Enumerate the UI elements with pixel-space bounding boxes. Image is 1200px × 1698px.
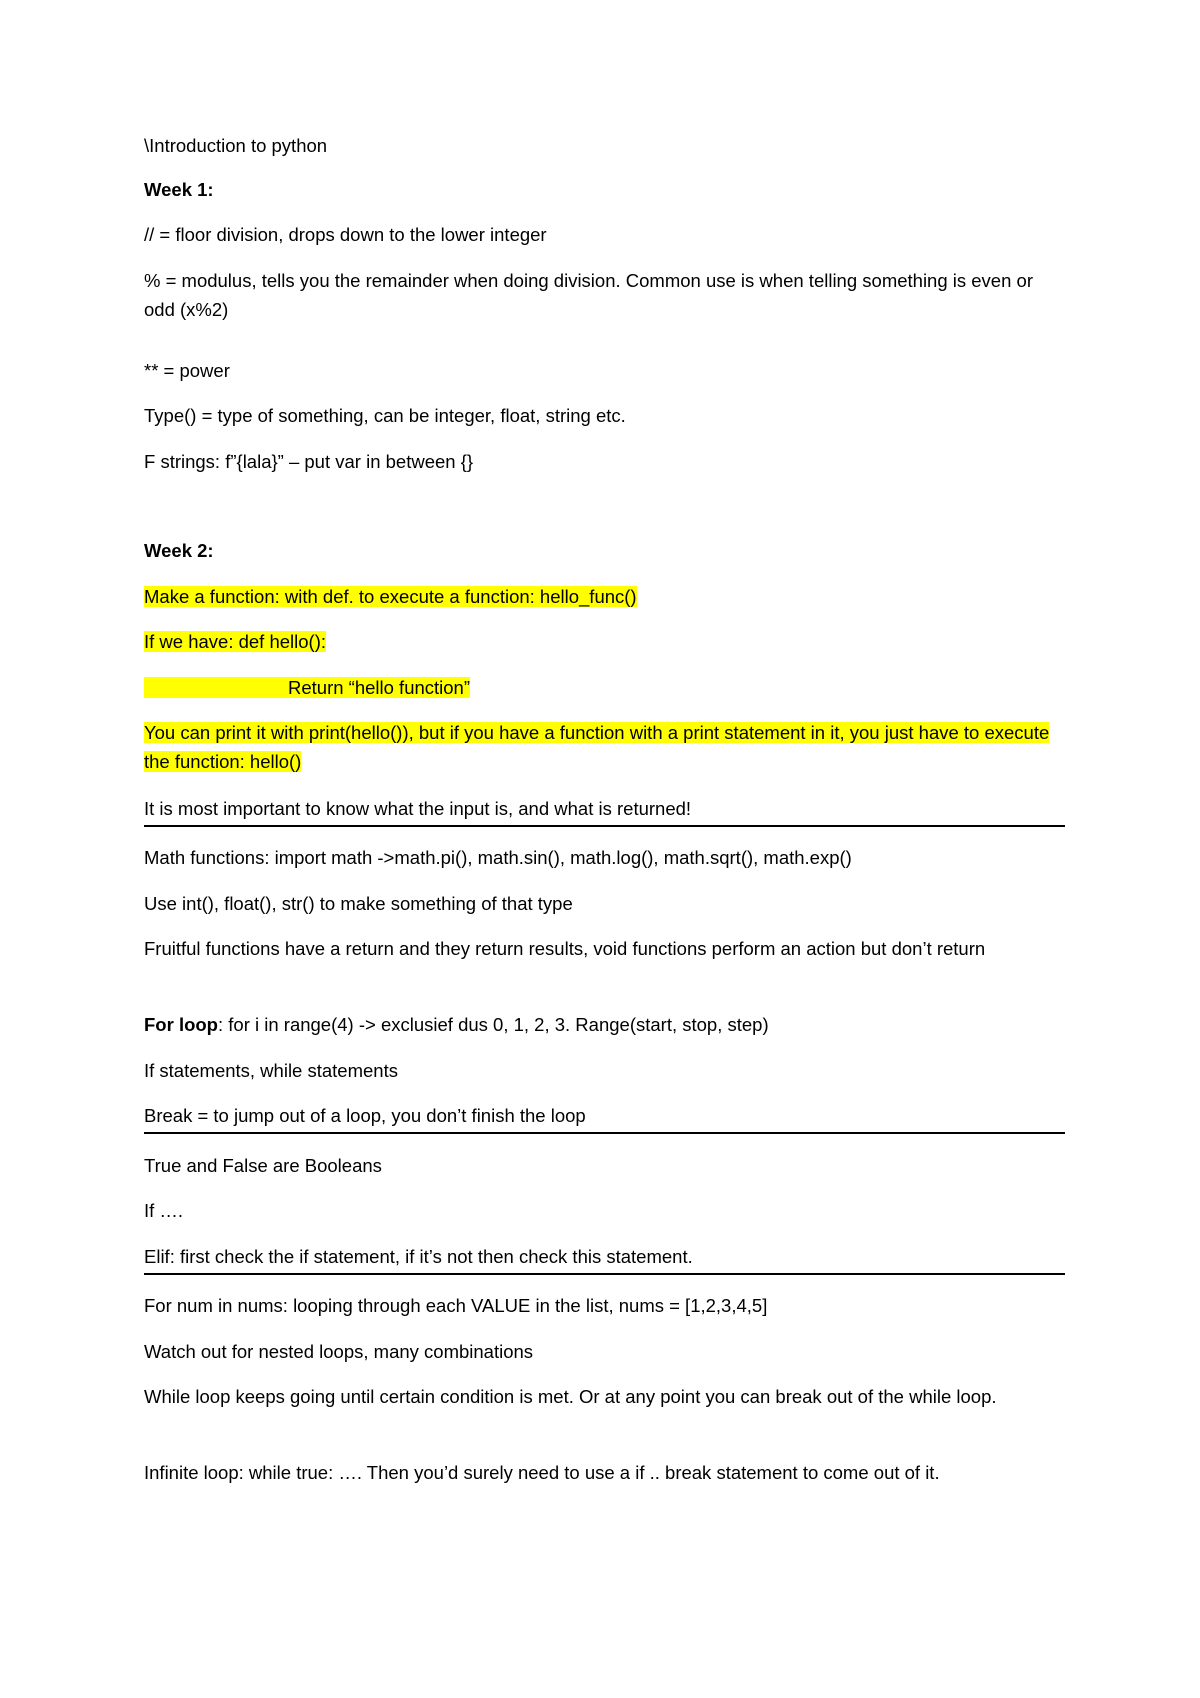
for-loop-text: : for i in range(4) -> exclusief dus 0, 1, 2, 3. Range(start, stop, step) xyxy=(217,1014,769,1035)
if-have-note xyxy=(144,627,1064,656)
if-dots-note: If …. xyxy=(144,1200,184,1221)
for-loop-label: For loop xyxy=(144,1014,218,1035)
week1-heading xyxy=(144,175,1064,204)
divider-3 xyxy=(144,1273,1065,1275)
return-line xyxy=(144,673,1064,702)
type-note: Type() = type of something, can be integer, float, string etc. xyxy=(144,405,626,426)
print-note xyxy=(144,718,1064,776)
while-loop-note: While loop keeps going until certain condition is met. Or at any point you can break out of the while loop. xyxy=(144,1386,997,1407)
week1-heading-text: Week 1: xyxy=(144,179,214,200)
fruitful-note: Fruitful functions have a return and they return results, void functions perform an action but don’t return xyxy=(144,938,986,959)
make-function-text: Make a function: with def. to execute a function: hello_func() xyxy=(144,586,637,607)
document-title: \Introduction to python xyxy=(144,135,328,156)
return-line-text: Return “hello function” xyxy=(144,677,470,698)
infinite-loop-note: Infinite loop: while true: …. Then you’d surely need to use a if .. break statement to come out of it. xyxy=(144,1462,940,1483)
floor-division-note: // = floor division, drops down to the lower integer xyxy=(144,224,547,245)
break-note: Break = to jump out of a loop, you don’t finish the loop xyxy=(144,1105,586,1126)
if-while-note: If statements, while statements xyxy=(144,1060,398,1081)
modulus-note: % = modulus, tells you the remainder when doing division. Common use is when telling something is even or odd (x%2) xyxy=(144,270,1033,320)
print-note-text: You can print it with print(hello()), but if you have a function with a print statement in it, you just have to execute the function: hello() xyxy=(144,722,1050,772)
math-functions-note: Math functions: import math ->math.pi(), math.sin(), math.log(), math.sqrt(), math.exp() xyxy=(144,847,852,868)
important-note: It is most important to know what the input is, and what is returned! xyxy=(144,798,692,819)
divider-1 xyxy=(144,825,1065,827)
week2-heading xyxy=(144,536,1064,565)
power-note: ** = power xyxy=(144,360,230,381)
casting-note: Use int(), float(), str() to make something of that type xyxy=(144,893,573,914)
elif-note: Elif: first check the if statement, if it’s not then check this statement. xyxy=(144,1246,693,1267)
fstrings-note: F strings: f”{lala}” – put var in between {} xyxy=(144,451,474,472)
make-function-note xyxy=(144,582,1064,611)
divider-2 xyxy=(144,1132,1065,1134)
week2-heading-text: Week 2: xyxy=(144,540,214,561)
for-loop-note xyxy=(144,1010,1064,1039)
if-have-text: If we have: def hello(): xyxy=(144,631,327,652)
booleans-note: True and False are Booleans xyxy=(144,1155,382,1176)
nested-loops-note: Watch out for nested loops, many combinations xyxy=(144,1341,534,1362)
for-num-note: For num in nums: looping through each VALUE in the list, nums = [1,2,3,4,5] xyxy=(144,1295,768,1316)
